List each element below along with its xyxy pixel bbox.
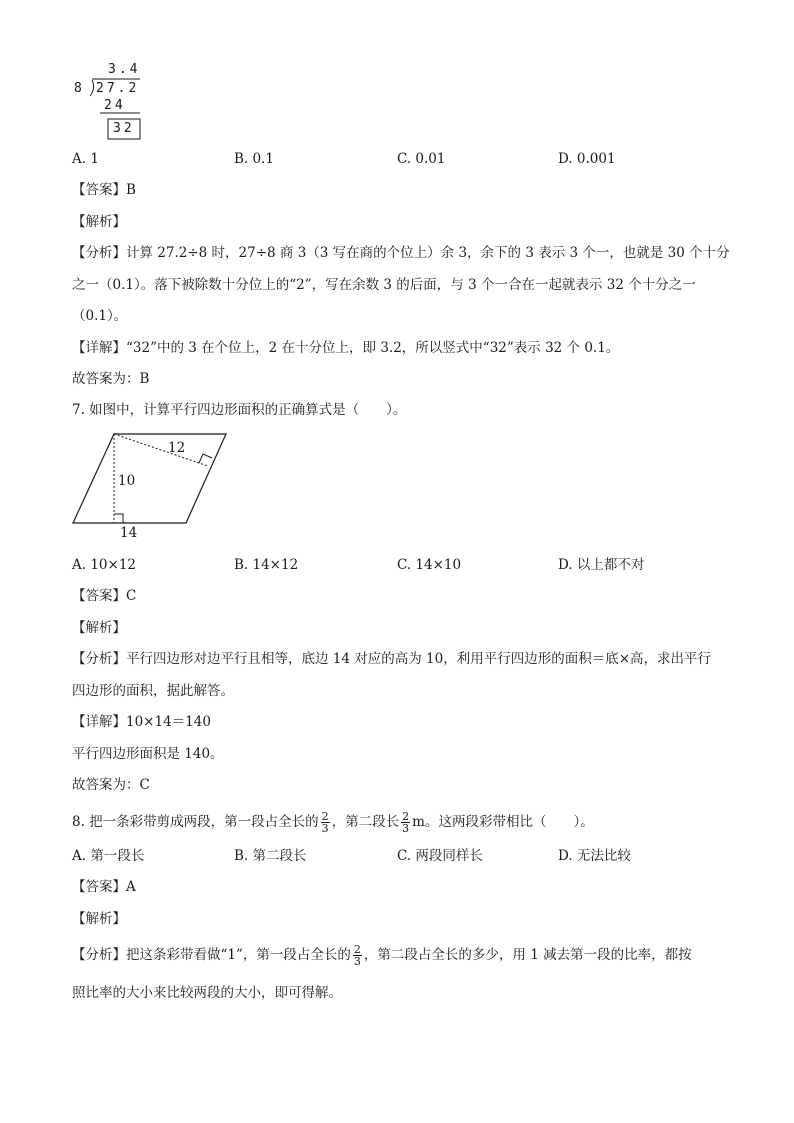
fraction-denominator: 3: [402, 822, 410, 835]
q7-option-c: C. 14×10: [397, 557, 462, 573]
q7-result: 平行四边形面积是 140。: [72, 746, 224, 762]
fraction-numerator: 2: [353, 943, 361, 956]
q6-conclusion: 故答案为：B: [72, 371, 150, 387]
q6-analysis-line-1: 【分析】计算 27.2÷8 时，27÷8 商 3（3 写在商的个位上）余 3，余下的 3 表示 3 个一，也就是 30 个十分: [72, 245, 730, 261]
q8-question-part-1: 8. 把一条彩带剪成两段，第一段占全长的: [72, 814, 319, 830]
division-product: 24: [104, 98, 126, 113]
division-remainder: 32: [113, 121, 135, 136]
q8-question-part-3: m。这两段彩带相比（ ）。: [412, 814, 594, 830]
q8-question: [72, 808, 594, 836]
fraction-denominator: 3: [353, 955, 361, 968]
q6-analysis-title: 【解析】: [72, 214, 126, 230]
q7-option-b: B. 14×12: [234, 557, 299, 573]
q6-option-a: A. 1: [72, 151, 99, 167]
height-label: 10: [118, 473, 136, 489]
q8-analysis-part-1: 【分析】把这条彩带看做“1”，第一段占全长的: [72, 947, 351, 963]
q8-fraction-1: [321, 811, 330, 834]
q7-conclusion: 故答案为：C: [72, 777, 150, 793]
long-division-figure: [70, 58, 160, 142]
q8-analysis-line-1: [72, 941, 692, 969]
fraction-numerator: 2: [402, 810, 410, 823]
q8-analysis-fraction: [353, 944, 362, 967]
q8-answer: 【答案】A: [72, 879, 136, 895]
parallelogram-figure: [68, 428, 234, 544]
q7-option-d: D. 以上都不对: [558, 557, 645, 573]
q8-question-part-2: ，第二段长: [331, 814, 400, 830]
q6-analysis-line-2: 之一（0.1）。落下被除数十分位上的“2”，写在余数 3 的后面，与 3 个一合在一起就表示 32 个十分之一: [72, 277, 696, 293]
q6-option-b: B. 0.1: [234, 151, 274, 167]
q8-option-b: B. 第二段长: [234, 848, 307, 864]
parallelogram-svg: [68, 428, 234, 544]
q7-detail: 【详解】10×14＝140: [72, 714, 211, 730]
division-divisor: 8: [74, 81, 82, 96]
q8-option-a: A. 第一段长: [72, 848, 145, 864]
q7-option-a: A. 10×12: [72, 557, 136, 573]
q6-option-c: C. 0.01: [397, 151, 446, 167]
q7-analysis-title: 【解析】: [72, 620, 126, 636]
q8-fraction-2: [401, 811, 410, 834]
division-dividend: 27.2: [96, 81, 140, 96]
base-label: 14: [120, 525, 138, 541]
q6-analysis-line-3: （0.1）。: [72, 308, 128, 324]
q8-analysis-part-2: ，第二段占全长的多少，用 1 减去第一段的比率，都按: [363, 947, 692, 963]
fraction-numerator: 2: [321, 810, 329, 823]
q7-question: 7. 如图中，计算平行四边形面积的正确算式是（ ）。: [72, 402, 407, 418]
q7-analysis-line-2: 四边形的面积，据此解答。: [72, 683, 234, 699]
q7-analysis-line-1: 【分析】平行四边形对边平行且相等，底边 14 对应的高为 10，利用平行四边形的面积＝底×高，求出平行: [72, 651, 712, 667]
q8-analysis-line-2: 照比率的大小来比较两段的大小，即可得解。: [72, 985, 342, 1001]
q6-answer: 【答案】B: [72, 182, 136, 198]
q8-option-c: C. 两段同样长: [397, 848, 483, 864]
q8-analysis-title: 【解析】: [72, 911, 126, 927]
q6-option-d: D. 0.001: [558, 151, 616, 167]
q6-detail: 【详解】“32”中的 3 在个位上，2 在十分位上，即 3.2，所以竖式中“32”表示 32 个 0.1。: [72, 340, 620, 356]
q8-option-d: D. 无法比较: [558, 848, 631, 864]
division-quotient: 3.4: [108, 62, 141, 77]
q7-answer: 【答案】C: [72, 588, 137, 604]
fraction-denominator: 3: [321, 822, 329, 835]
diagonal-label: 12: [168, 440, 186, 456]
